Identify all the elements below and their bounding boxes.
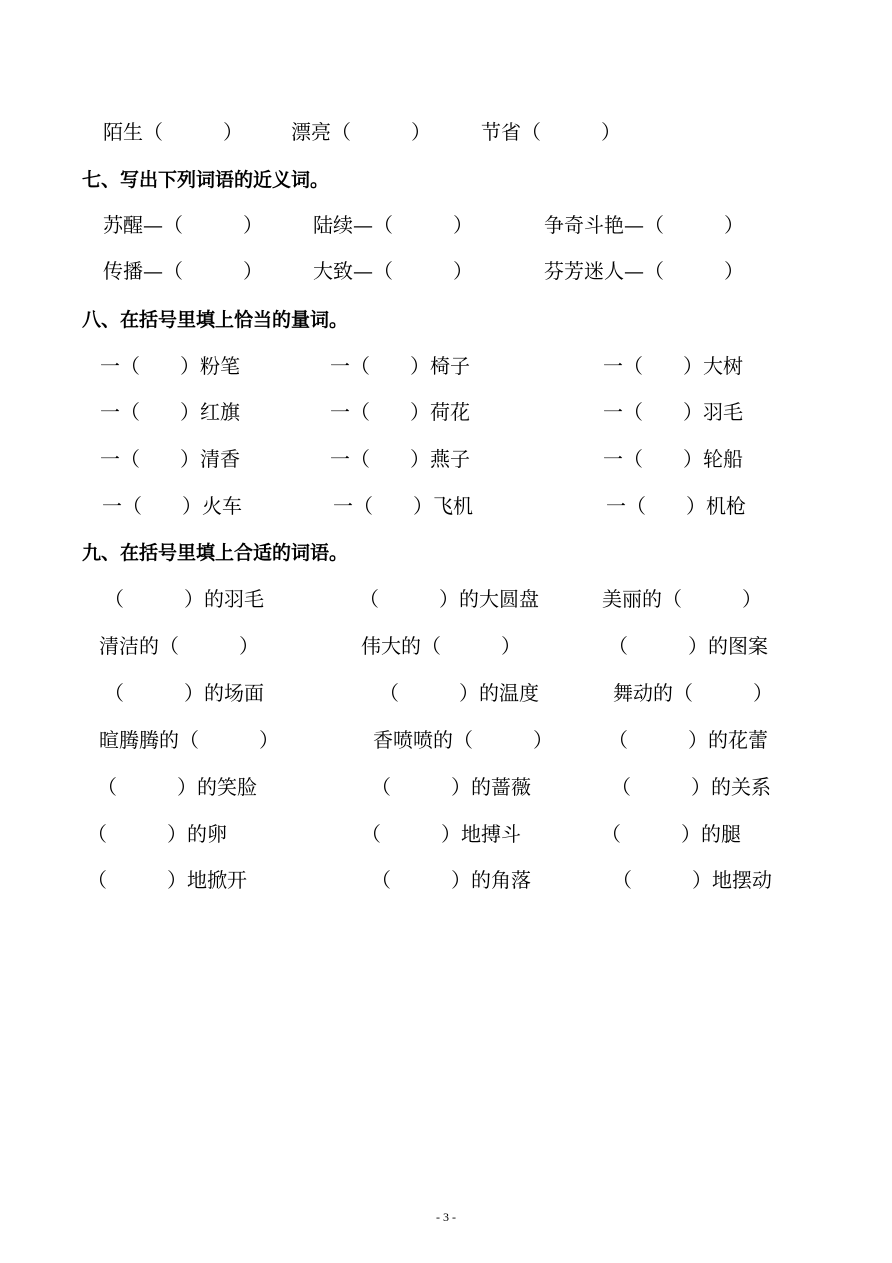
phrase-item: （ ）的温度: [379, 681, 539, 705]
phrase-item: （ ）地摆动: [612, 868, 772, 892]
phrase-item: （ ）的图案: [608, 634, 768, 658]
antonym-item: 节省（ ）: [481, 120, 621, 144]
section-8-title: 八、在括号里填上恰当的量词。: [82, 309, 349, 331]
phrase-item: （ ）地搏斗: [361, 822, 521, 846]
synonym-row: [0, 253, 892, 289]
phrase-item: 伟大的（ ）: [361, 634, 521, 658]
phrase-row: [0, 769, 892, 805]
phrase-item: （ ）的大圆盘: [359, 587, 539, 611]
phrase-item: （ ）地掀开: [87, 868, 247, 892]
measure-word-item: 一（ ）大树: [603, 354, 743, 378]
measure-word-item: 一（ ）清香: [100, 447, 240, 471]
phrase-item: 清洁的（ ）: [99, 634, 259, 658]
phrase-item: （ ）的腿: [601, 822, 741, 846]
synonym-row: [0, 207, 892, 243]
measure-word-item: 一（ ）机枪: [606, 494, 746, 518]
antonym-item: 漂亮（ ）: [291, 120, 431, 144]
synonym-item: 大致—（ ）: [313, 259, 473, 283]
measure-word-item: 一（ ）红旗: [100, 400, 240, 424]
phrase-item: （ ）的花蕾: [608, 728, 768, 752]
measure-word-row: [0, 348, 892, 384]
synonym-item: 陆续—（ ）: [313, 213, 473, 237]
synonym-item: 芬芳迷人—（ ）: [544, 259, 744, 283]
phrase-item: （ ）的场面: [104, 681, 264, 705]
measure-word-item: 一（ ）粉笔: [100, 354, 240, 378]
phrase-item: 舞动的（ ）: [613, 681, 773, 705]
antonym-row: [0, 114, 892, 150]
measure-word-item: 一（ ）燕子: [330, 447, 470, 471]
synonym-item: 苏醒—（ ）: [103, 213, 263, 237]
section-7-title: 七、写出下列词语的近义词。: [82, 169, 330, 191]
phrase-item: 暄腾腾的（ ）: [99, 728, 279, 752]
phrase-item: （ ）的笑脸: [97, 775, 257, 799]
measure-word-item: 一（ ）荷花: [330, 400, 470, 424]
phrase-item: 美丽的（ ）: [602, 587, 762, 611]
phrase-row: [0, 675, 892, 711]
phrase-row: [0, 722, 892, 758]
measure-word-item: 一（ ）飞机: [333, 494, 473, 518]
phrase-item: 香喷喷的（ ）: [373, 728, 553, 752]
measure-word-row: [0, 394, 892, 430]
antonym-item: 陌生（ ）: [103, 120, 243, 144]
phrase-row: [0, 862, 892, 898]
phrase-row: [0, 628, 892, 664]
measure-word-row: [0, 488, 892, 524]
phrase-row: [0, 581, 892, 617]
phrase-row: [0, 816, 892, 852]
measure-word-item: 一（ ）羽毛: [603, 400, 743, 424]
synonym-item: 传播—（ ）: [103, 259, 263, 283]
phrase-item: （ ）的卵: [87, 822, 227, 846]
phrase-item: （ ）的关系: [611, 775, 771, 799]
measure-word-row: [0, 441, 892, 477]
measure-word-item: 一（ ）火车: [102, 494, 242, 518]
phrase-item: （ ）的蔷薇: [371, 775, 531, 799]
phrase-item: （ ）的角落: [371, 868, 531, 892]
section-9-title: 九、在括号里填上合适的词语。: [82, 542, 349, 564]
measure-word-item: 一（ ）椅子: [330, 354, 470, 378]
phrase-item: （ ）的羽毛: [104, 587, 264, 611]
page-number: - 3 -: [436, 1210, 456, 1224]
synonym-item: 争奇斗艳—（ ）: [544, 213, 744, 237]
measure-word-item: 一（ ）轮船: [603, 447, 743, 471]
